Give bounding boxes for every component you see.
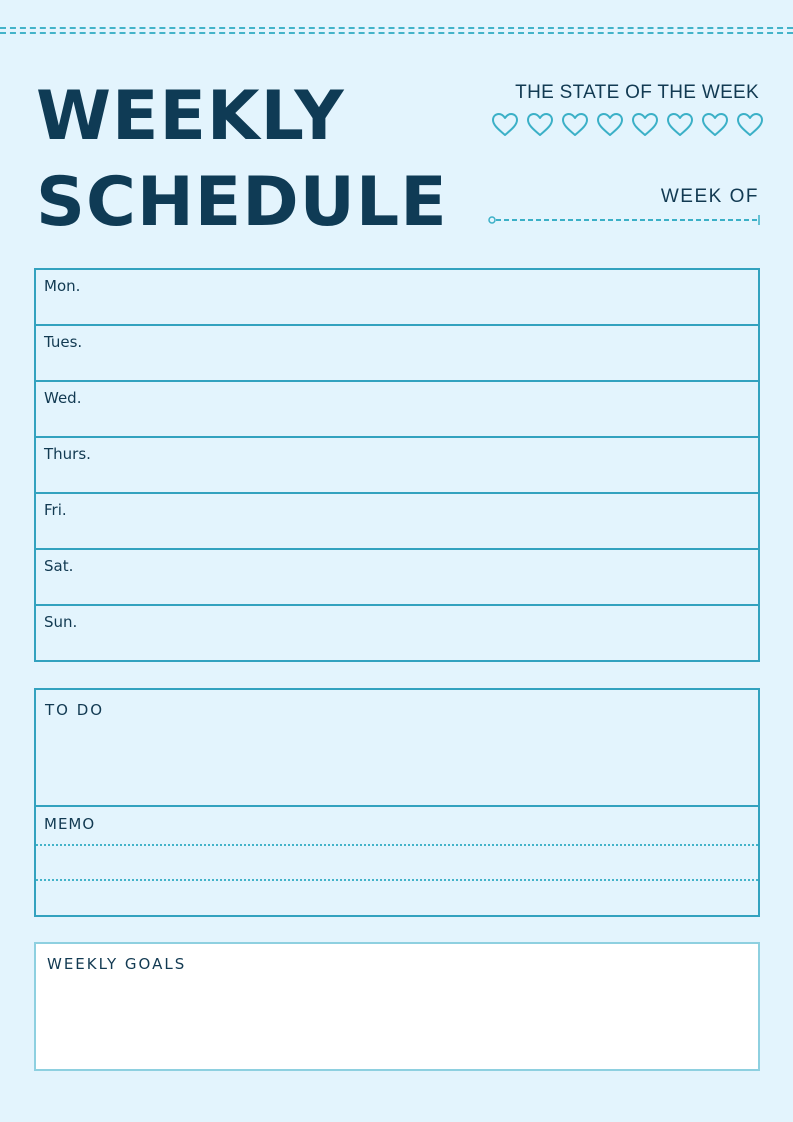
heart-icon[interactable] [560,111,590,138]
day-row[interactable] [36,270,758,326]
todo-section[interactable] [36,690,758,807]
heart-icon[interactable] [525,111,555,138]
weekly-goals-box[interactable] [34,942,760,1071]
memo-line[interactable] [36,881,758,916]
title-line-2: SCHEDULE [36,163,448,242]
day-label: Thurs. [44,445,91,463]
heart-icon[interactable] [735,111,765,138]
day-row[interactable] [36,438,758,494]
week-of-field[interactable] [488,214,761,226]
day-label: Sun. [44,613,78,631]
day-row[interactable] [36,606,758,662]
state-of-week-hearts [490,111,765,138]
day-label: Sat. [44,557,74,575]
heart-icon[interactable] [665,111,695,138]
day-label: Fri. [44,501,67,519]
daily-schedule-table [34,268,760,662]
memo-line[interactable] [36,846,758,881]
todo-label: TO DO [45,701,105,719]
heart-icon[interactable] [700,111,730,138]
day-label: Mon. [44,277,81,295]
top-dashed-rule [0,27,793,36]
todo-memo-box [34,688,760,917]
day-row[interactable] [36,550,758,606]
day-label: Wed. [44,389,82,407]
heart-icon[interactable] [630,111,660,138]
weekly-goals-label: WEEKLY GOALS [47,955,187,973]
day-label: Tues. [44,333,83,351]
week-of-label: WEEK OF [660,186,759,207]
page-title [36,74,448,246]
memo-section[interactable] [36,807,758,846]
day-row[interactable] [36,382,758,438]
title-line-1: WEEKLY [36,77,345,156]
heart-icon[interactable] [595,111,625,138]
day-row[interactable] [36,326,758,382]
day-row[interactable] [36,494,758,550]
memo-label: MEMO [44,815,96,833]
heart-icon[interactable] [490,111,520,138]
state-of-week-label: THE STATE OF THE WEEK [515,82,759,103]
